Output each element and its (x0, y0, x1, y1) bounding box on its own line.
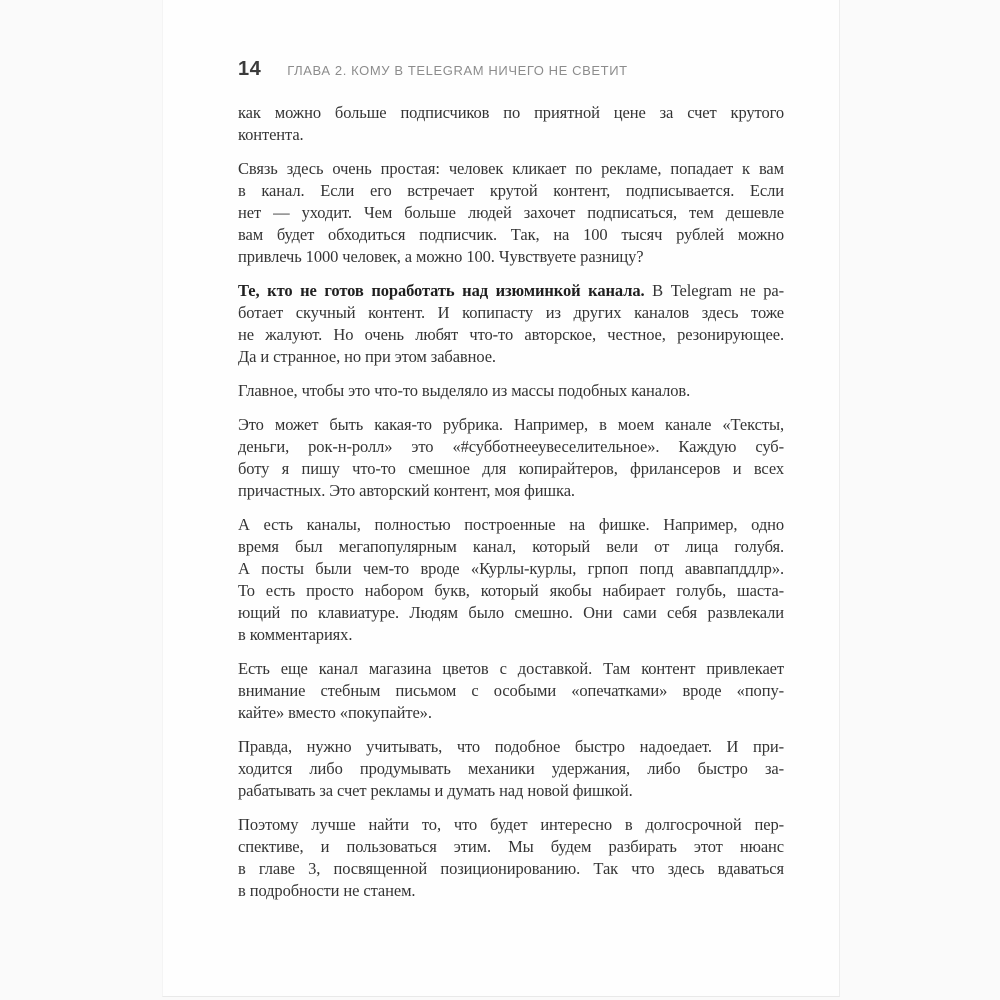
text-line: в канал. Если его встречает крутой контент, подписывается. Если (238, 181, 784, 200)
text-line: в комментариях. (238, 625, 353, 644)
book-page (162, 0, 840, 997)
text-line: в главе 3, посвященной позиционированию. Так что здесь вдаваться (238, 859, 784, 878)
page-number: 14 (238, 58, 262, 80)
chapter-running-title: ГЛАВА 2. КОМУ В TELEGRAM НИЧЕГО НЕ СВЕТИТ (287, 63, 628, 78)
paragraph (238, 158, 784, 268)
paragraph (238, 736, 784, 802)
text-line: контента. (238, 125, 304, 144)
text-line: А есть каналы, полностью построенные на фишке. Например, одно (238, 515, 784, 534)
text-line: ющий по клавиатуре. Людям было смешно. Они сами себя развлекали (238, 603, 784, 622)
text-line: ботает скучный контент. И копипасту из других каналов здесь тоже (238, 303, 784, 322)
paragraph (238, 658, 784, 724)
text-line: не жалуют. Но очень любят что-то авторское, честное, резонирующее. (238, 325, 784, 344)
paragraph (238, 414, 784, 502)
text-line: как можно больше подписчиков по приятной цене за счет крутого (238, 103, 784, 122)
text-line: спективе, и пользоваться этим. Мы будем разбирать этот нюанс (238, 837, 784, 856)
text-line: Связь здесь очень простая: человек кликает по рекламе, попадает к вам (238, 159, 784, 178)
text-line: рабатывать за счет рекламы и думать над новой фишкой. (238, 781, 633, 800)
text-line: А посты были чем-то вроде «Курлы-курлы, грпоп попд ававпапддлр». (238, 559, 784, 578)
text-line: боту я пишу что-то смешное для копирайтеров, фрилансеров и всех (238, 459, 784, 478)
text-line: внимание стебным письмом с особыми «опечатками» вроде «попу- (238, 681, 784, 700)
text-line: привлечь 1000 человек, а можно 100. Чувствуете разницу? (238, 247, 644, 266)
paragraph (238, 380, 784, 402)
text-line: причастных. Это авторский контент, моя фишка. (238, 481, 575, 500)
text-line: Правда, нужно учитывать, что подобное быстро надоедает. И при- (238, 737, 784, 756)
text-line: время был мегапопулярным канал, который вели от лица голубя. (238, 537, 784, 556)
text-line: То есть просто набором букв, который якобы набирает голубь, шаста- (238, 581, 784, 600)
text-line: Есть еще канал магазина цветов с доставкой. Там контент привлекает (238, 659, 784, 678)
text-line: Главное, чтобы это что-то выделяло из массы подобных каналов. (238, 381, 691, 400)
text-line: нет — уходит. Чем больше людей захочет подписаться, тем дешевле (238, 203, 784, 222)
text-line: Да и странное, но при этом забавное. (238, 347, 496, 366)
text-line: Это может быть какая-то рубрика. Например, в моем канале «Тексты, (238, 415, 784, 434)
text-line: Поэтому лучше найти то, что будет интересно в долгосрочной пер- (238, 815, 784, 834)
text-line: Те, кто не готов поработать над изюминкой канала. В Telegram не ра- (238, 281, 784, 300)
text-line: кайте» вместо «покупайте». (238, 703, 432, 722)
text-line: вам будет обходиться подписчик. Так, на 100 тысяч рублей можно (238, 225, 784, 244)
text-line: ходится либо продумывать механики удержания, либо быстро за- (238, 759, 784, 778)
body-text (238, 102, 784, 914)
text-line: в подробности не станем. (238, 881, 416, 900)
paragraph (238, 280, 784, 368)
paragraph (238, 814, 784, 902)
text-line: деньги, рок-н-ролл» это «#субботнееувеселительное». Каждую суб- (238, 437, 784, 456)
paragraph (238, 102, 784, 146)
running-header (238, 58, 784, 81)
paragraph (238, 514, 784, 646)
bold-lead: Те, кто не готов поработать над изюминкой канала. (238, 281, 645, 300)
